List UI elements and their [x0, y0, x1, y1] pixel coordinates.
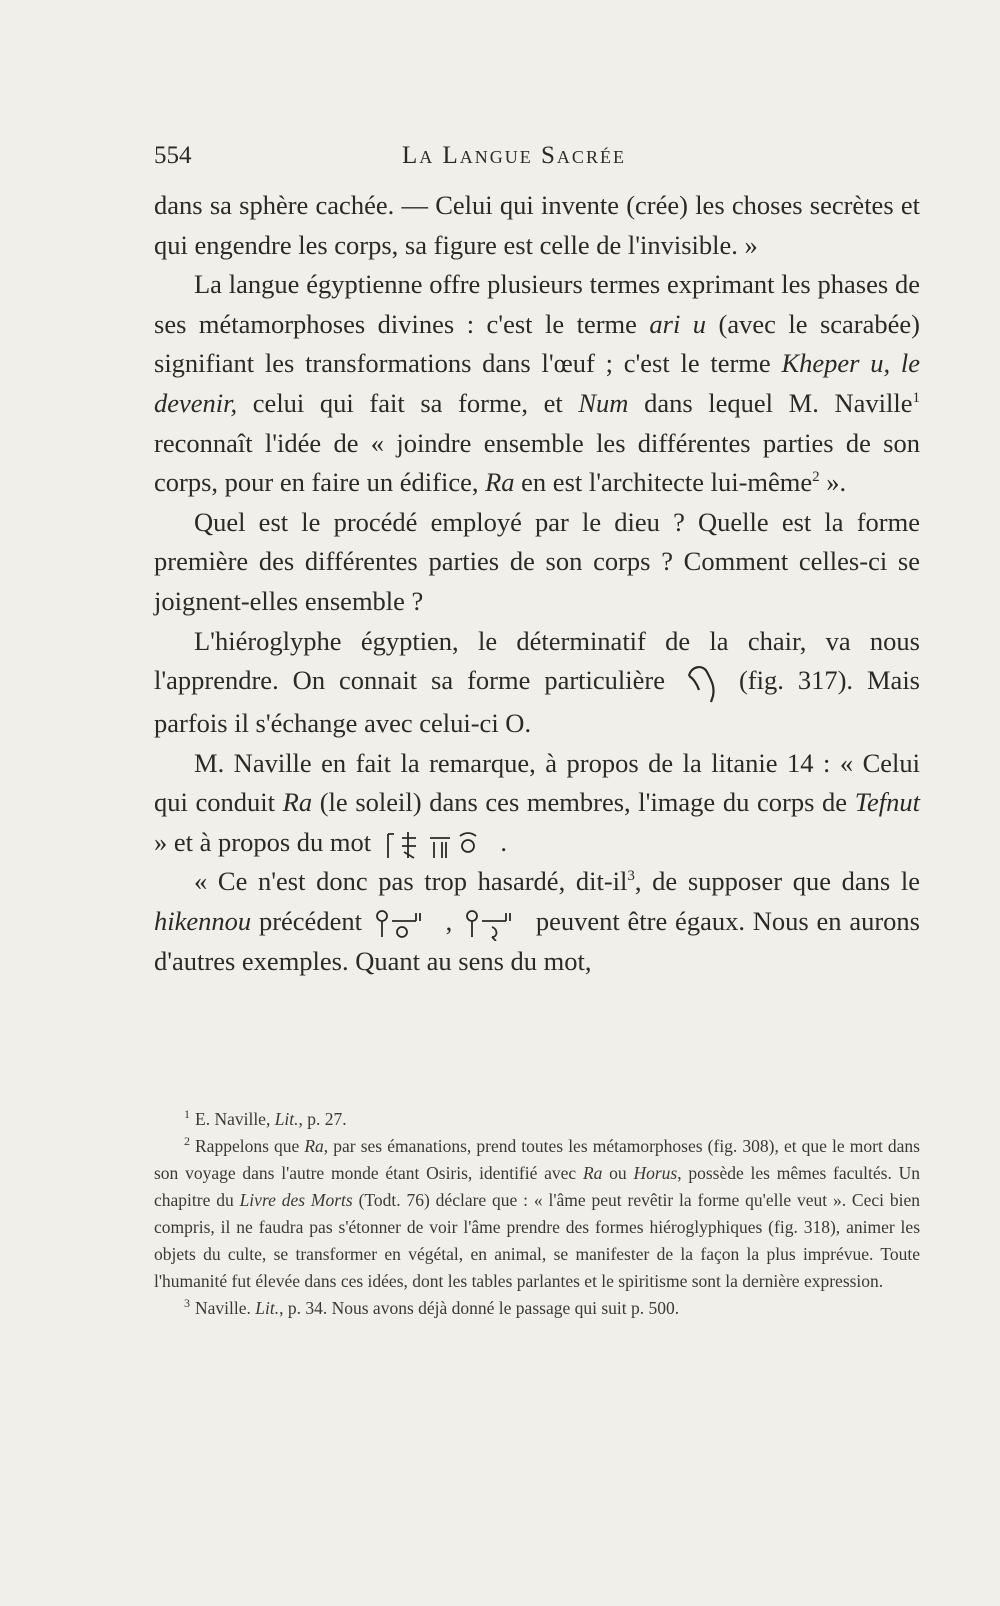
italic-term-lit: Lit. — [255, 1298, 280, 1318]
text-run: (avec le scarabée) signifiant les transformations dans l'œuf ; c'est le terme — [154, 308, 920, 379]
text-run: peuvent être égaux. Nous en aurons d'autres exemples. Quant au sens du mot, — [154, 906, 920, 976]
text-run: (Todt. 76) déclare que : « l'âme peut revêtir la forme qu'elle veut ». Ceci bien compris, il ne faudra pas s'étonner de voir l'âme prendre des formes hiéroglyphiques (fig. 318), animer les objets du culte, se transformer en végétal, en animal, se manifester de la façon la plus imprévue. Toute l'humanité fut élevée dans ces idées, dont les tables parlantes et le spiritisme sont la dernière expression. — [154, 1190, 920, 1291]
footnote-number: 3 — [184, 1296, 190, 1311]
footnote-ref-2[interactable]: 2 — [812, 469, 820, 486]
footnotes — [154, 1106, 920, 1322]
main-text — [154, 186, 920, 981]
text-run: Rappelons que — [195, 1136, 305, 1156]
hieroglyph-group-a-icon — [376, 907, 432, 941]
text-run: en est l'architecte lui-même — [514, 467, 813, 498]
paragraph-4 — [154, 622, 920, 744]
paragraph-2 — [154, 265, 920, 503]
paragraph-3 — [154, 503, 920, 622]
italic-term-kheper: Kheper u, le devenir, — [154, 348, 920, 418]
text-run: précédent — [251, 906, 370, 937]
italic-term-hikennou: hikennou — [154, 906, 252, 937]
text-run: Quel est le procédé employé par le dieu ? Quelle est la forme première des différentes parties de son corps ? Comment celles-ci se joignent-elles ensemble ? — [154, 506, 920, 616]
paragraph-5 — [154, 744, 920, 863]
flesh-determinative-hieroglyph-icon — [685, 662, 719, 704]
text-run: , de supposer que dans le — [634, 866, 921, 897]
footnote-1 — [154, 1106, 920, 1133]
italic-title-livre-des-morts: Livre des Morts — [239, 1190, 353, 1210]
italic-term-ra: Ra — [582, 1163, 603, 1183]
italic-term-horus: Horus — [633, 1163, 678, 1183]
italic-term-ra: Ra — [282, 787, 313, 818]
footnote-ref-3[interactable]: 3 — [627, 868, 635, 885]
text-run: celui qui fait sa forme, et — [237, 387, 579, 418]
running-title: La Langue Sacrée — [402, 142, 626, 169]
text-run: , — [437, 906, 461, 937]
italic-term-lit: Lit. — [274, 1109, 299, 1129]
hieroglyph-word-icon — [384, 828, 488, 862]
page-number: 554 — [154, 142, 192, 169]
text-run: dans lequel M. Naville — [628, 387, 913, 418]
footnote-number: 2 — [184, 1134, 190, 1149]
text-run: . — [493, 826, 507, 857]
text-run: reconnaît l'idée de « joindre ensemble les différentes parties de son corps, pour en faire un édifice, — [154, 427, 920, 498]
italic-term-tefnut: Tefnut — [854, 787, 920, 818]
footnote-2 — [154, 1133, 920, 1295]
hieroglyph-group-b-icon — [466, 907, 522, 941]
italic-term-ra: Ra — [485, 467, 515, 498]
text-run: M. Naville en fait la remarque, à propos de la litanie 14 : « Celui qui conduit — [154, 747, 920, 818]
text-run: Naville. — [195, 1298, 256, 1318]
text-run: ou — [602, 1163, 634, 1183]
italic-term-ari-u: ari u — [649, 308, 707, 339]
text-run: (fig. 317). Mais parfois il s'échange avec celui-ci O. — [154, 665, 920, 739]
text-run: (le soleil) dans ces membres, l'image du corps de — [312, 787, 855, 818]
text-run: dans sa sphère cachée. — Celui qui invente (crée) les choses secrètes et qui engendre les corps, sa figure est celle de l'invisible. » — [154, 190, 920, 260]
italic-term-ra: Ra — [304, 1136, 324, 1156]
text-run: « Ce n'est donc pas trop hasardé, dit-il — [194, 866, 628, 897]
page-header — [154, 142, 914, 178]
paragraph-6 — [154, 862, 920, 981]
text-run: La langue égyptienne offre plusieurs termes exprimant les phases de ses métamorphoses divines : c'est le terme — [154, 269, 920, 339]
text-run: ». — [819, 467, 847, 498]
paragraph-1 — [154, 186, 920, 265]
text-run: » et à propos du mot — [154, 826, 378, 857]
italic-term-num: Num — [578, 387, 629, 418]
text-run: , p. 27. — [298, 1109, 347, 1129]
text-run: , par ses émanations, prend toutes les métamorphoses (fig. 308), et que le mort dans son voyage dans l'autre monde étant Osiris, identifié avec — [154, 1136, 920, 1183]
footnote-number: 1 — [184, 1107, 190, 1122]
footnote-3 — [154, 1295, 920, 1322]
text-run: , p. 34. Nous avons déjà donné le passage qui suit p. 500. — [279, 1298, 680, 1318]
text-run: L'hiéroglyphe égyptien, le déterminatif de la chair, va nous l'apprendre. On connait sa forme particulière — [154, 625, 920, 696]
footnote-ref-1[interactable]: 1 — [912, 390, 920, 407]
text-run: , possède les mêmes facultés. Un chapitre du — [154, 1163, 920, 1210]
text-run: E. Naville, — [195, 1109, 275, 1129]
